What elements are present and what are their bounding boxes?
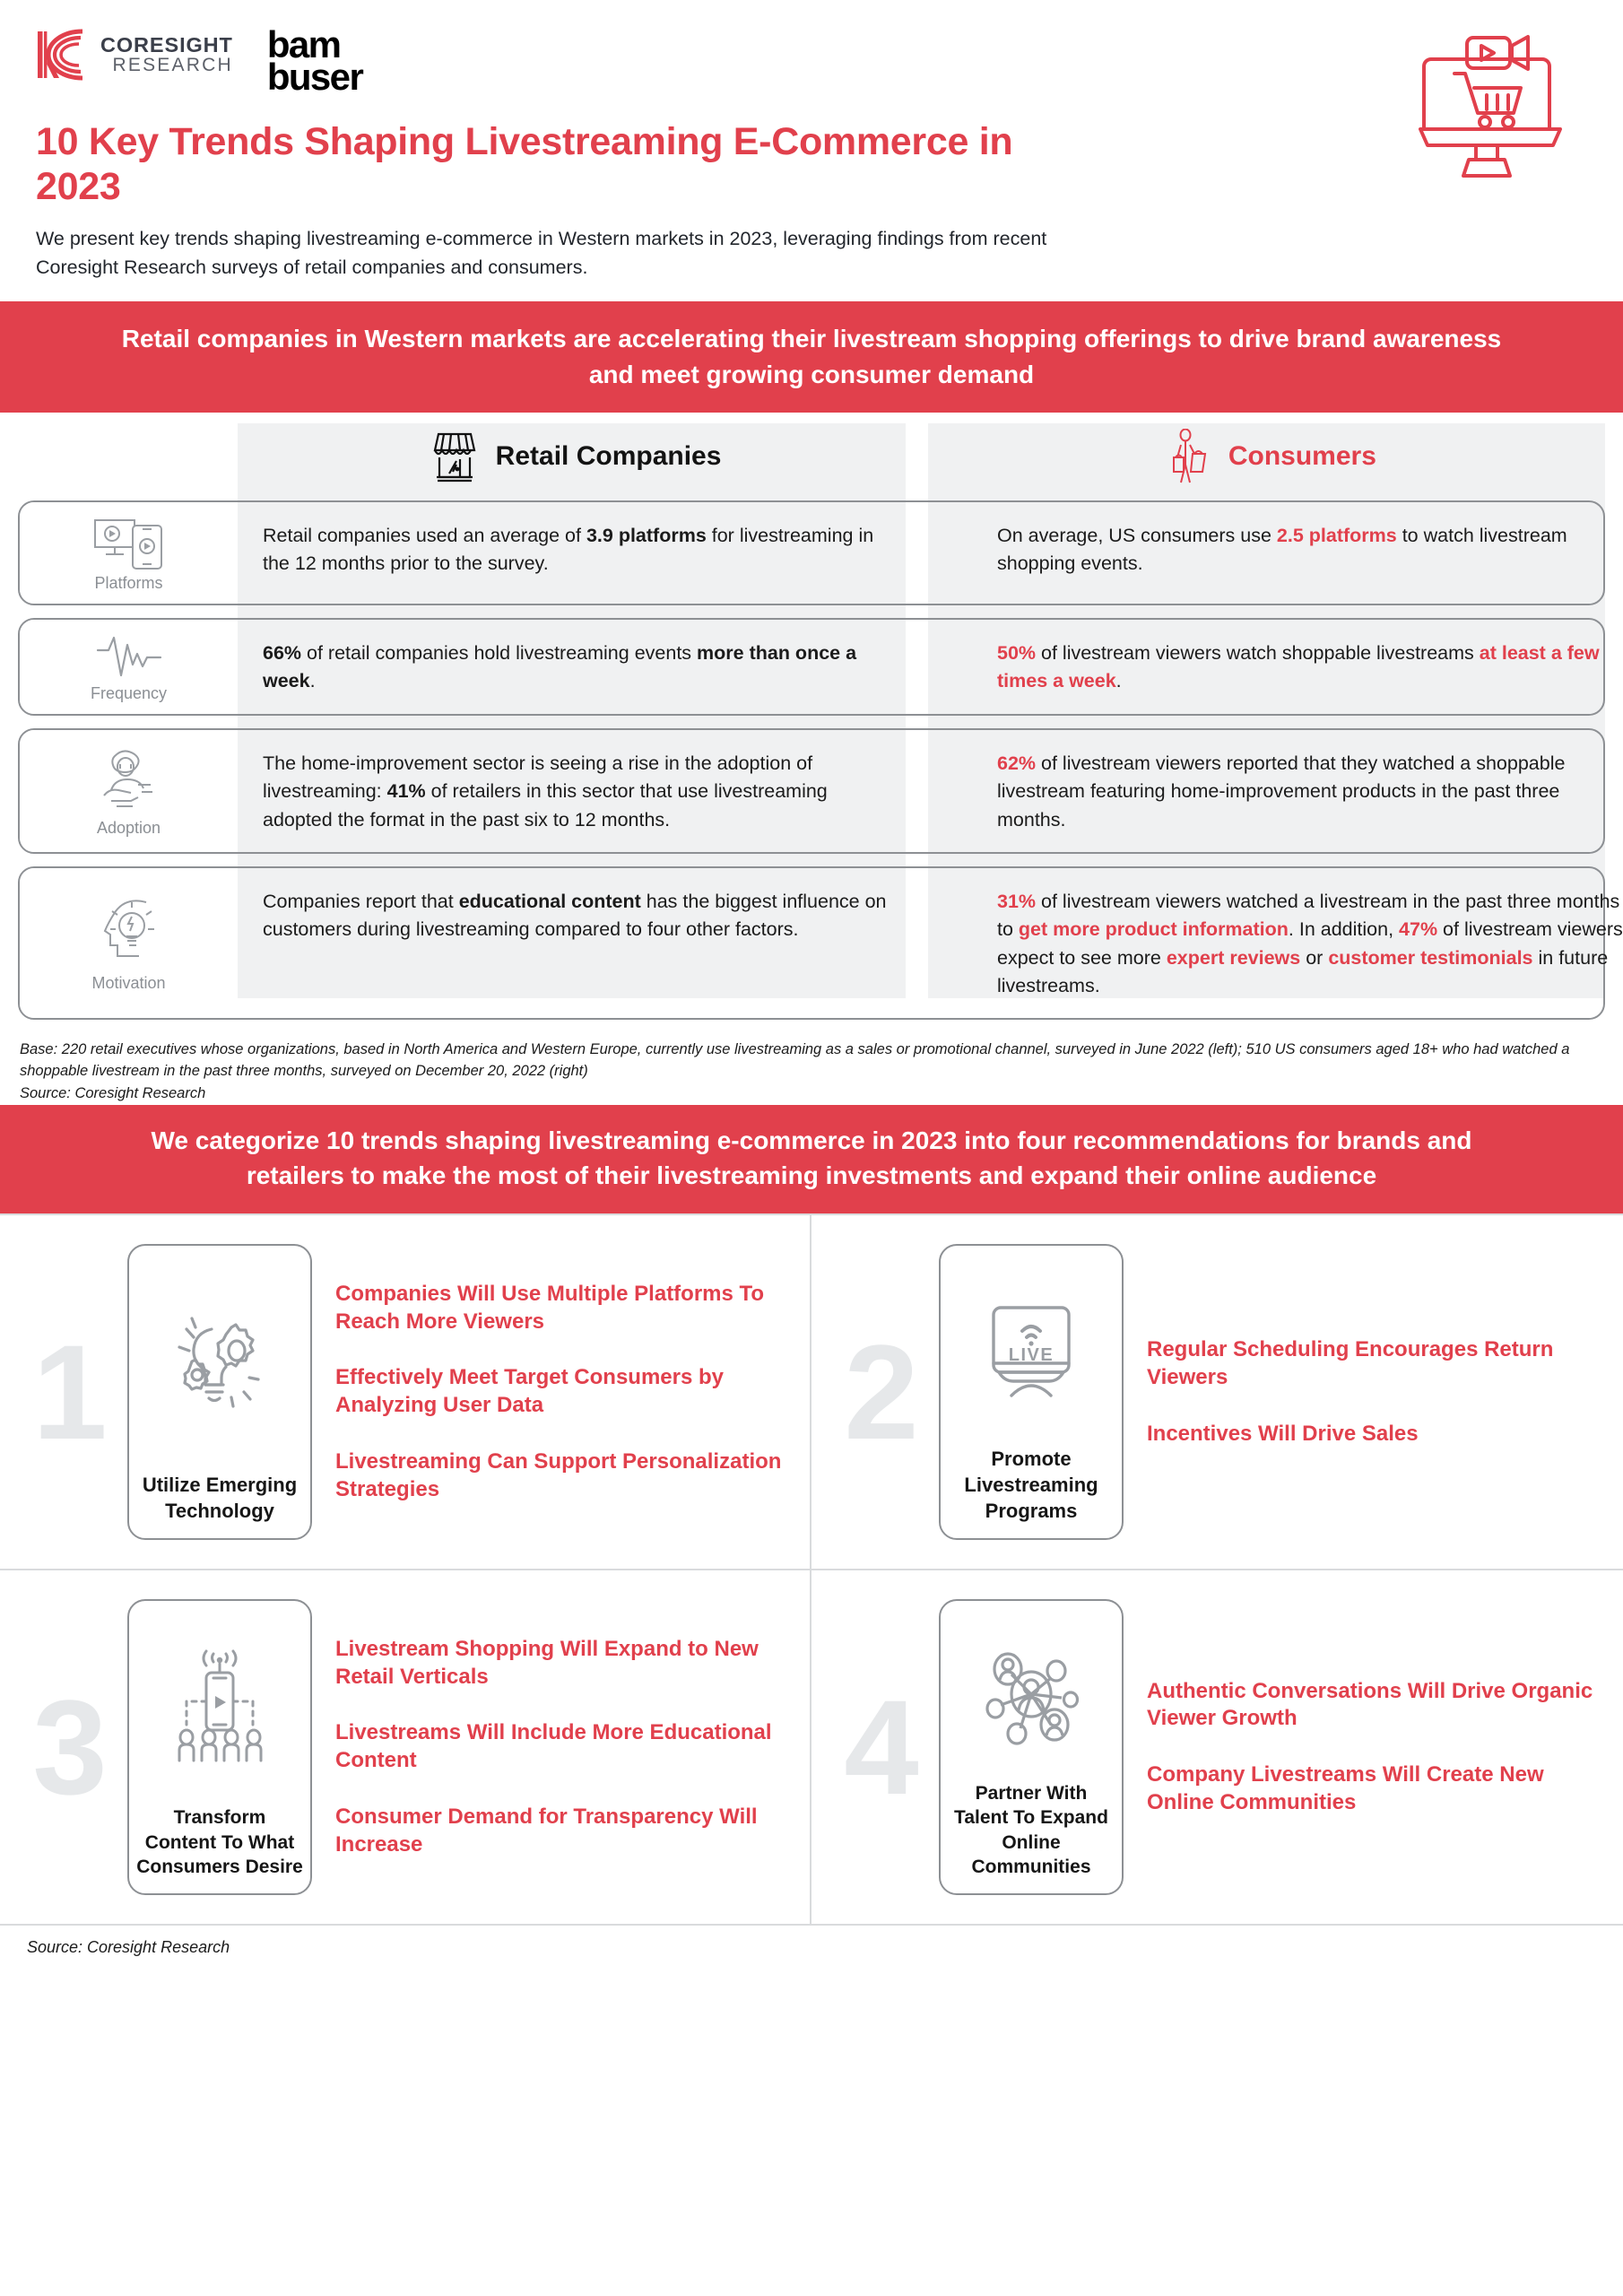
- quadrant-item: Effectively Meet Target Consumers by Analyzing User Data: [335, 1365, 725, 1418]
- banner-retail-acceleration: Retail companies in Western markets are accelerating their livestream shopping offerings to drive brand awareness and meet growing consumer demand: [0, 301, 1623, 413]
- quadrant-label-4: Partner With Talent To Expand Online Communities: [954, 1782, 1108, 1877]
- bambuser-line2: buser: [266, 56, 363, 99]
- lightbulb-gears-icon: [161, 1308, 278, 1424]
- quadrant-item: Consumer Demand for Transparency Will Increase: [335, 1804, 758, 1857]
- quadrant-item: Authentic Conversations Will Drive Organic Viewer Growth: [1147, 1678, 1593, 1731]
- quadrant-item: Companies Will Use Multiple Platforms To Reach More Viewers: [335, 1281, 765, 1334]
- quadrant-number-2: 2: [844, 1317, 919, 1468]
- cell-retail-motivation: Companies report that educational content has the biggest influence on customers during livestreaming compared to four other factors.: [263, 890, 887, 941]
- coresight-name: CORESIGHT: [100, 32, 233, 57]
- network-people-icon: [968, 1639, 1094, 1757]
- head-lightbulb-icon: [94, 895, 164, 970]
- column-headers: [18, 413, 1605, 500]
- cell-consumers-adoption: 62% of livestream viewers reported that they watched a shoppable livestream featuring home-improvement products in the past three months.: [997, 752, 1566, 831]
- row-icon-adoption: [20, 730, 238, 852]
- page-title: 10 Key Trends Shaping Livestreaming E-Commerce in 2023: [36, 120, 1013, 208]
- page-subtitle: We present key trends shaping livestreaming e-commerce in Western markets in 2023, leveraging findings from recent Coresight Research surveys of retail companies and consumers.: [36, 227, 1047, 278]
- livestream-shopping-hero-icon: [1397, 29, 1576, 181]
- quadrant-item: Regular Scheduling Encourages Return Viewers: [1147, 1337, 1554, 1389]
- column-header-consumers: [937, 413, 1605, 500]
- cell-retail-frequency: 66% of retail companies hold livestreaming events more than once a week.: [263, 641, 857, 692]
- cell-consumers-frequency: 50% of livestream viewers watch shoppable livestreams at least a few times a week.: [997, 641, 1600, 692]
- live-monitor-icon: [972, 1295, 1090, 1410]
- column-header-consumers-label: Consumers: [1228, 440, 1376, 471]
- quadrant-item: Livestream Shopping Will Expand to New Retail Verticals: [335, 1636, 759, 1689]
- pulse-icon: [94, 632, 164, 681]
- person-handshake-icon: [93, 745, 165, 815]
- bambuser-logo: [266, 23, 363, 99]
- quadrant-label-1: Utilize Emerging Technology: [142, 1473, 298, 1522]
- cell-retail-adoption: The home-improvement sector is seeing a rise in the adoption of livestreaming: 41% of retailers in this sector that use livestreaming adopted the format in the past six to 12 months.: [263, 752, 828, 831]
- quadrant-items-2: [1124, 1336, 1607, 1448]
- coresight-wordmark: [100, 32, 233, 76]
- quadrant-items-4: [1124, 1678, 1607, 1817]
- coresight-mark-icon: [36, 27, 88, 83]
- quadrant-items-3: [312, 1636, 794, 1858]
- footer-source: Source: Coresight Research: [27, 1938, 230, 1957]
- recommendations-grid: [0, 1213, 1623, 1926]
- quadrant-3: [0, 1570, 812, 1926]
- row-icon-motivation: [20, 868, 238, 1019]
- cell-retail-platforms: Retail companies used an average of 3.9 platforms for livestreaming in the 12 months prior to the survey.: [263, 524, 874, 575]
- screens-play-icon: [91, 515, 167, 570]
- storefront-icon: [431, 430, 478, 483]
- header: [0, 0, 1623, 282]
- quadrant-item: Incentives Will Drive Sales: [1147, 1421, 1419, 1446]
- quadrant-item: Livestreams Will Include More Educational Content: [335, 1720, 772, 1773]
- quadrant-number-3: 3: [32, 1672, 108, 1823]
- quadrant-2: [812, 1215, 1623, 1570]
- table-row: [18, 728, 1605, 854]
- quadrant-card-2: [939, 1244, 1124, 1540]
- row-label-adoption: Adoption: [96, 819, 161, 838]
- table-row: [18, 866, 1623, 1021]
- base-note-source: Source: Coresight Research: [20, 1085, 206, 1102]
- base-note: [0, 1032, 1623, 1104]
- quadrant-card-4: [939, 1599, 1124, 1895]
- quadrant-item: Company Livestreams Will Create New Online Communities: [1147, 1762, 1544, 1814]
- phone-broadcast-audience-icon: [154, 1648, 285, 1771]
- banner-four-recommendations: We categorize 10 trends shaping livestreaming e-commerce in 2023 into four recommendations for brands and retailers to make the most of their livestreaming investments and expand their online audience: [0, 1105, 1623, 1214]
- quadrant-4: [812, 1570, 1623, 1926]
- bambuser-line1: bam: [266, 23, 341, 65]
- row-icon-frequency: [20, 620, 238, 714]
- logo-row: [36, 23, 1587, 99]
- column-header-retail: [238, 413, 915, 500]
- shopper-icon: [1166, 429, 1211, 484]
- quadrant-item: Livestreaming Can Support Personalization Strategies: [335, 1448, 782, 1501]
- table-row: [18, 618, 1605, 716]
- quadrant-1: [0, 1215, 812, 1570]
- cell-consumers-platforms: On average, US consumers use 2.5 platforms to watch livestream shopping events.: [997, 524, 1567, 575]
- coresight-sub: RESEARCH: [112, 55, 233, 76]
- table-row: [18, 500, 1605, 605]
- row-label-frequency: Frequency: [90, 683, 168, 702]
- base-note-text: Base: 220 retail executives whose organizations, based in North America and Western Europe, currently use livestreaming as a sales or promotional channel, surveyed in June 2022 (left); 510 US consumers aged 18+ who had watched a shoppable livestream in the past three months, surveyed on December 20, 2022 (right): [20, 1041, 1570, 1079]
- live-text: LIVE: [1008, 1345, 1055, 1366]
- cell-consumers-motivation: 31% of livestream viewers watched a livestream in the past three months to get more product information. In addition, 47% of livestream viewers expect to see more expert reviews or customer testimonials in future livestreams.: [997, 890, 1623, 996]
- quadrant-number-4: 4: [844, 1672, 919, 1823]
- row-label-motivation: Motivation: [91, 974, 166, 993]
- comparison-table: [0, 413, 1623, 1021]
- row-label-platforms: Platforms: [94, 573, 163, 592]
- quadrant-items-1: [312, 1281, 794, 1503]
- coresight-logo: [36, 27, 233, 83]
- row-icon-platforms: [20, 502, 238, 604]
- quadrant-card-1: [127, 1244, 312, 1540]
- quadrant-number-1: 1: [32, 1317, 108, 1468]
- quadrant-label-2: Promote Livestreaming Programs: [964, 1448, 1098, 1522]
- quadrant-label-3: Transform Content To What Consumers Desire: [136, 1807, 303, 1877]
- quadrant-card-3: [127, 1599, 312, 1895]
- column-header-retail-label: Retail Companies: [495, 440, 722, 471]
